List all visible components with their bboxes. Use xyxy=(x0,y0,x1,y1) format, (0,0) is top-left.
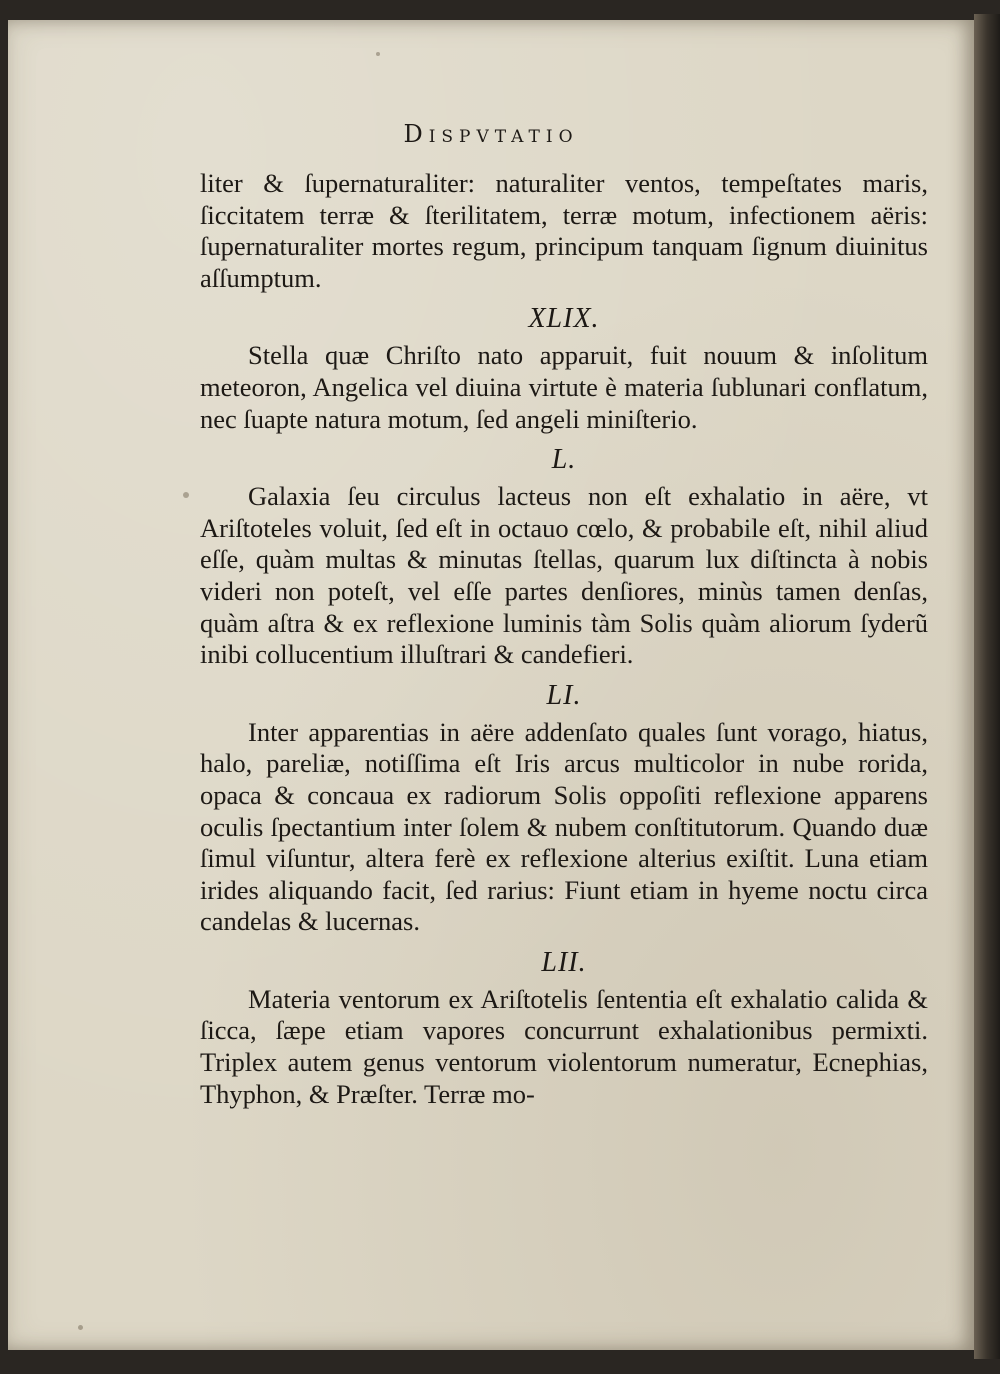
continued-paragraph: liter & ſupernaturaliter: naturaliter ventos, tempeſtates maris, ſiccitatem terræ & ſterilitatem, terræ motum, infectionem aëris: ſupernaturaliter mortes regum, principum tanquam ſignum diuinitus aſſumptum. xyxy=(200,168,928,293)
page-text xyxy=(200,168,928,1110)
book-right-edge xyxy=(974,14,1000,1359)
book-page xyxy=(8,20,974,1350)
foxing-spot xyxy=(376,52,380,56)
thesis-text-52: Materia ventorum ex Ariſtotelis ſententia eſt exhalatio calida & ſicca, ſæpe etiam vapores concurrunt exhalationibus permixti. Triplex autem genus ventorum violentorum numeratur, Ecnephias, Thyphon, & Præſter. Terræ mo- xyxy=(200,983,928,1109)
thesis-number-50: L. xyxy=(551,444,577,476)
foxing-spot xyxy=(183,492,189,498)
thesis-number-49: XLIX. xyxy=(528,303,600,335)
thesis-text-51: Inter apparentias in aëre addenſato quales ſunt vorago, hiatus, halo, pareliæ, notiſſima eſt Iris arcus multicolor in nube rorida, opaca & concaua ex radiorum Solis oppoſiti reflexione apparens oculis ſpectantium inter ſolem & nubem conſtitutorum. Quando duæ ſimul viſuntur, altera ferè ex reflexione alterius exiſtit. Luna etiam irides aliquando facit, ſed rarius: Fiunt etiam in hyeme noctu circa candelas & lucernas. xyxy=(200,716,928,937)
running-title: Dispvtatio xyxy=(403,120,579,148)
thesis-number-52: LII. xyxy=(541,946,587,978)
foxing-spot xyxy=(78,1325,83,1330)
thesis-text-50: Galaxia ſeu circulus lacteus non eſt exhalatio in aëre, vt Ariſtoteles voluit, ſed eſt in octauo cœlo, & probabile eſt, nihil aliud eſſe, quàm multas & minutas ſtellas, quarum lux diſtincta à nobis videri non poteſt, vel eſſe partes denſiores, minùs tamen denſas, quàm aſtra & ex reflexione luminis tàm Solis quàm aliorum ſyderũ inibi collucentium illuſtrari & candefieri. xyxy=(200,481,928,670)
thesis-number-51: LI. xyxy=(546,679,582,711)
thesis-text-49: Stella quæ Chriſto nato apparuit, fuit nouum & inſolitum meteoron, Angelica vel diuina virtute è materia ſublunari conflatum, nec ſuapte natura motum, ſed angeli miniſterio. xyxy=(200,340,928,434)
